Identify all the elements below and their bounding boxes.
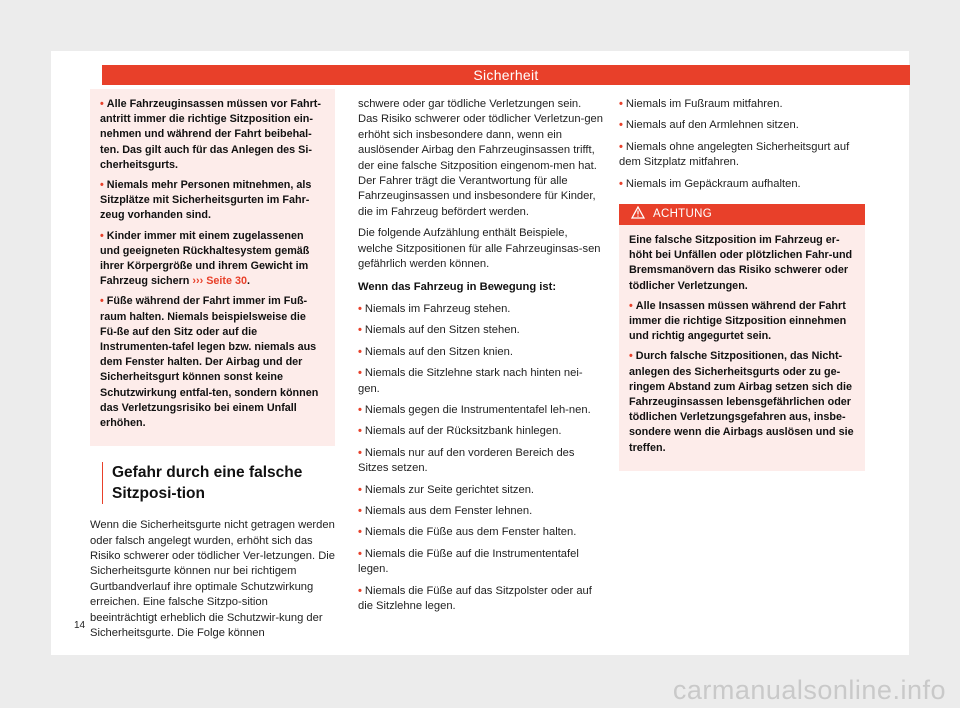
- warning-item: • Kinder immer mit einem zugelassenen und geeigneten Rückhaltesystem gemäß ihrer Körpergröße und ihrem Gewicht im Fahrzeug sichern ››› Seite 30.: [100, 229, 310, 288]
- achtung-intro: Eine falsche Sitzposition im Fahrzeug er-höht bei Unfällen oder plötzlichen Fahr-und Bremsmanövern das Risiko schwerer oder tödlicher Verletzungen.: [629, 234, 853, 292]
- achtung-item: • Alle Insassen müssen während der Fahrt immer die richtige Sitzposition einnehmen und richtig angegurtet sein.: [629, 299, 847, 343]
- list-item: • Niemals die Füße auf das Sitzpolster oder auf die Sitzlehne legen.: [358, 584, 592, 612]
- watermark: carmanualsonline.info: [672, 675, 946, 705]
- body-paragraph: schwere oder gar tödliche Verletzungen sein. Das Risiko schwerer oder tödlicher Verletzun-gen erhöht sich insbesondere dann, wenn ein auslösender Airbag den Fahrzeuginsassen trifft, der eine falsche Sitzposition eingenom-men hat. Der Fahrer trägt die Verantwortung für alle Fahrzeuginsassen und insbesondere für Kinder, die im Fahrzeug befördert werden.: [358, 98, 603, 218]
- achtung-box: [619, 204, 865, 471]
- list-item: • Niemals zur Seite gerichtet sitzen.: [358, 483, 535, 496]
- warning-item: • Alle Fahrzeuginsassen müssen vor Fahrt-antritt immer die richtige Sitzposition ein-nehmen und während der Fahrt beibehal-ten. Das gilt auch für das Anlegen des Si-cherheitsgurts.: [100, 98, 321, 171]
- manual-page: [51, 51, 909, 655]
- list-item: • Niemals die Füße aus dem Fenster halten.: [358, 526, 577, 539]
- warning-item: • Niemals mehr Personen mitnehmen, als Sitzplätze mit Sicherheitsgurten im Fahr-zeug vorhanden sind.: [100, 179, 312, 222]
- list-item: • Niemals im Gepäckraum aufhalten.: [619, 177, 801, 190]
- page-link[interactable]: ››› Seite 30: [192, 275, 248, 288]
- achtung-title: ACHTUNG: [653, 208, 712, 221]
- list-item: • Niemals auf den Armlehnen sitzen.: [619, 119, 799, 132]
- column-right: [619, 97, 865, 471]
- body-paragraph: Wenn die Sicherheitsgurte nicht getragen werden oder falsch angelegt wurden, erhöht sich das Risiko schwerer oder tödlicher Ver-letzungen. Die Sicherheitsgurte können nur bei richtigem Gurtbandverlauf ihre optimale Schutzwirkung erreichen. Eine falsche Sitzpo-sition beeinträchtigt erheblich die Schutzwir-kung der Sicherheitsgurte. Die Folge können: [90, 519, 335, 640]
- list-item: • Niemals auf der Rücksitzbank hinlegen.: [358, 425, 562, 438]
- warning-triangle-icon: [631, 206, 645, 219]
- column-left: [90, 89, 335, 648]
- warning-item: • Füße während der Fahrt immer im Fuß-raum halten. Niemals beispielsweise die Fü-ße auf den Sitz oder auf die Instrumenten-tafel legen bzw. niemals aus dem Fenster halten. Der Airbag und der Sicherheitsgurt können sonst keine Schutzwirkung entfal-ten, sondern können das Verletzungsrisiko bei einem Unfall erhöhen.: [100, 295, 319, 430]
- achtung-item: • Durch falsche Sitzpositionen, das Nicht-anlegen des Sicherheitsgurts oder zu ge-ringem Abstand zum Airbag setzen sich die Fahrzeuginsassen lebensgefährlichen oder tödlichen Verletzungsgefahren aus, insbe-sondere wenn die Airbags auslösen und sie treffen.: [629, 350, 854, 454]
- list-item: • Niemals die Sitzlehne stark nach hinten nei-gen.: [358, 367, 583, 395]
- list-item: • Niemals aus dem Fenster lehnen.: [358, 504, 533, 517]
- list-item: • Niemals gegen die Instrumententafel leh-nen.: [358, 403, 591, 416]
- list-item: • Niemals ohne angelegten Sicherheitsgurt auf dem Sitzplatz mitfahren.: [619, 140, 850, 169]
- body-paragraph: Die folgende Aufzählung enthält Beispiele, welche Sitzpositionen für alle Fahrzeuginsas-sen gefährlich werden können.: [358, 227, 601, 271]
- achtung-header: [619, 204, 865, 225]
- list-item: • Niemals im Fußraum mitfahren.: [619, 98, 783, 110]
- list-heading: Wenn das Fahrzeug in Bewegung ist:: [358, 281, 557, 294]
- list-item: • Niemals nur auf den vorderen Bereich des Sitzes setzen.: [358, 446, 575, 475]
- list-item: • Niemals die Füße auf die Instrumententafel legen.: [358, 547, 579, 576]
- section-title: Sicherheit: [473, 67, 539, 83]
- section-header: [102, 65, 910, 85]
- achtung-body: [619, 225, 865, 471]
- page-number: 14: [74, 620, 86, 631]
- list-item: • Niemals im Fahrzeug stehen.: [358, 302, 511, 315]
- list-item: • Niemals auf den Sitzen knien.: [358, 345, 513, 358]
- subsection-heading: Gefahr durch eine falsche Sitzposi-tion: [102, 462, 335, 504]
- warning-box: [90, 89, 335, 446]
- list-item: • Niemals auf den Sitzen stehen.: [358, 324, 520, 337]
- column-middle: [358, 97, 603, 620]
